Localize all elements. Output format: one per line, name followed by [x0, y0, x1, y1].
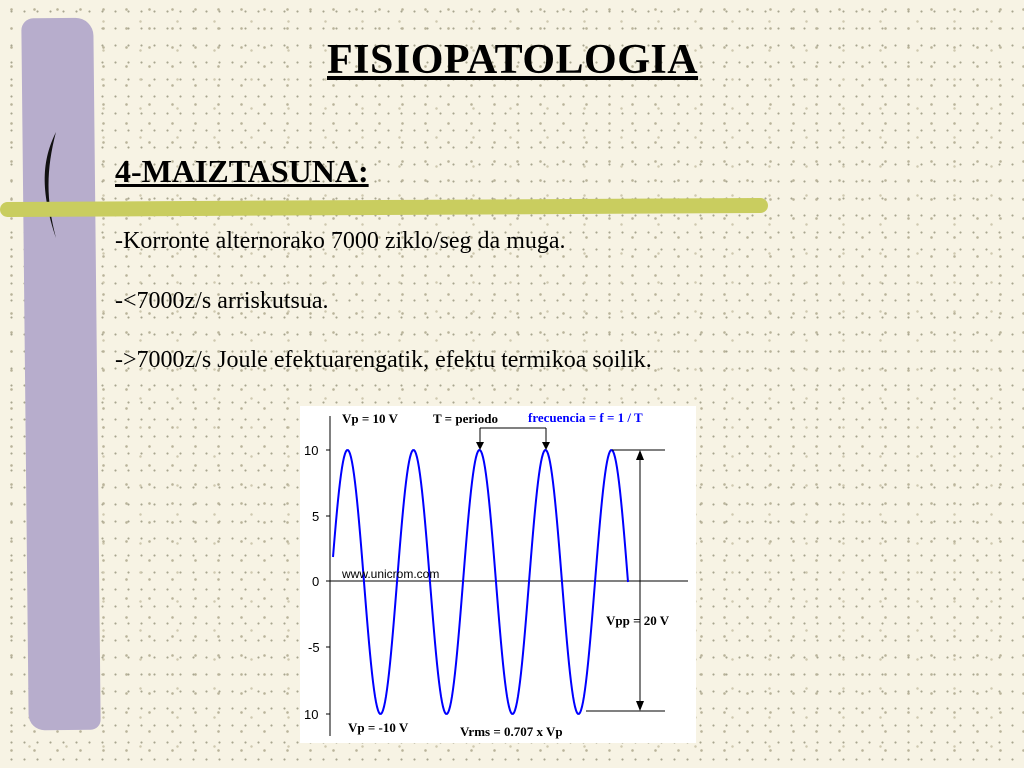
bullet-line-3: ->7000z/s Joule efektuarengatik, efektu termikoa soilik. — [115, 347, 652, 373]
slide-title: FISIOPATOLOGIA — [327, 37, 699, 83]
y-tick-label: 10 — [304, 707, 319, 722]
bullet-line-2: -<7000z/s arriskutsua. — [115, 288, 329, 314]
vpp-label: Vpp = 20 V — [606, 613, 670, 628]
decorative-purple-bar — [21, 18, 100, 731]
vp-positive-label: Vp = 10 V — [342, 411, 398, 426]
frequency-label: frecuencia = f = 1 / T — [528, 410, 643, 425]
bracket-icon — [36, 130, 62, 240]
period-label: T = periodo — [433, 411, 498, 426]
bullet-line-1: -Korronte alternorako 7000 ziklo/seg da muga. — [115, 228, 566, 254]
y-tick-label: 5 — [312, 509, 320, 524]
vrms-label: Vrms = 0.707 x Vp — [460, 724, 563, 739]
vp-negative-label: Vp = -10 V — [348, 720, 409, 735]
y-tick-label: -5 — [308, 640, 320, 655]
y-tick-label: 0 — [312, 574, 320, 589]
sine-wave-figure — [300, 406, 696, 743]
y-tick-label: 10 — [304, 443, 319, 458]
slide-heading: 4-MAIZTASUNA: — [115, 153, 369, 189]
sine-wave-chart — [300, 406, 696, 743]
decorative-green-line — [0, 198, 768, 217]
watermark-text: www.unicrom.com — [342, 567, 440, 581]
sine-wave-line — [333, 450, 628, 714]
